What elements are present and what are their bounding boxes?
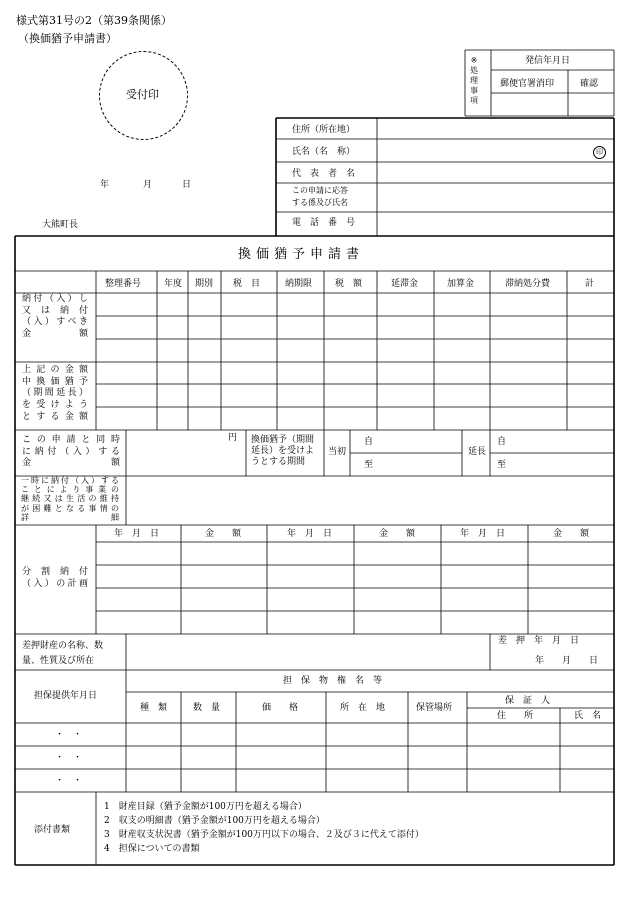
col-tax-item: 税 目 bbox=[233, 279, 261, 289]
attachment-item-4: 4 担保についての書類 bbox=[104, 844, 200, 854]
same-time-label: この申請と同時 に納付（入）する 金 額 bbox=[22, 435, 120, 469]
inst-date-header-1: 年 月 日 bbox=[114, 529, 160, 539]
installment-lines bbox=[15, 525, 614, 634]
col-late-fee: 延滞金 bbox=[391, 279, 419, 289]
date-year: 年 bbox=[100, 180, 110, 190]
collateral-date-label: 担保提供年月日 bbox=[34, 691, 98, 701]
attachment-item-3: 3 財産収支状況書（猶予金額が100万円以下の場合、２及び３に代えて添付） bbox=[104, 830, 424, 840]
collateral-date-dots-1: ・ ・ bbox=[55, 730, 83, 740]
col-deadline: 納期限 bbox=[285, 279, 313, 289]
yen-unit: 円 bbox=[228, 433, 238, 443]
attachments-label: 添付書類 bbox=[34, 825, 71, 835]
col-location: 所 在 地 bbox=[340, 703, 386, 713]
guarantor-address: 住 所 bbox=[497, 711, 534, 721]
col-kind: 種 類 bbox=[140, 703, 168, 713]
main-outer-lines bbox=[15, 236, 614, 865]
payable-amount-label: 納付（入）し 又は納付 （入）すべき 金 額 bbox=[22, 294, 88, 340]
seizure-date-value: 年 月 日 bbox=[535, 656, 599, 666]
name-label: 氏名（名 称） bbox=[292, 147, 356, 157]
form-name: （換価猶予申請書） bbox=[18, 32, 117, 45]
extension-from: 自 bbox=[497, 437, 507, 447]
phone-label: 電 話 番 号 bbox=[292, 218, 356, 228]
postmark-label: 郵便官署消印 bbox=[500, 79, 555, 89]
seizure-label: 差押財産の名称、数 量、性質及び所在 bbox=[22, 641, 104, 666]
reception-stamp-label: 受付印 bbox=[126, 88, 159, 101]
col-year: 年度 bbox=[164, 279, 183, 289]
recipient: 大熊町長 bbox=[42, 220, 79, 230]
period-label: 換価猶予（期間 延長）を受けよ うとする期間 bbox=[251, 435, 315, 467]
col-tax-amount: 税 額 bbox=[335, 279, 363, 289]
collateral-lines bbox=[15, 670, 614, 792]
inst-amount-header-3: 金 額 bbox=[553, 529, 590, 539]
guarantor-name: 氏 名 bbox=[574, 711, 602, 721]
date-month: 月 bbox=[143, 180, 153, 190]
seizure-date-label: 差 押 年 月 日 bbox=[498, 636, 580, 646]
representative-label: 代 表 者 名 bbox=[292, 169, 356, 179]
guarantor-header: 保 証 人 bbox=[505, 696, 551, 706]
col-storage: 保管場所 bbox=[416, 703, 453, 713]
installment-label: 分割納付 （入）の計画 bbox=[22, 567, 88, 589]
col-quantity: 数 量 bbox=[193, 703, 221, 713]
office-use-label: ※ 処 理 事 項 bbox=[470, 56, 478, 105]
collateral-group-header: 担 保 物 権 名 等 bbox=[283, 676, 383, 686]
extension-to: 至 bbox=[497, 460, 507, 470]
col-period: 期別 bbox=[195, 279, 214, 289]
inst-date-header-2: 年 月 日 bbox=[287, 529, 333, 539]
date-day: 日 bbox=[182, 180, 192, 190]
attachment-item-2: 2 収支の明細書（猶予金額が100万円を超える場合） bbox=[104, 816, 325, 826]
col-price: 価 格 bbox=[262, 703, 299, 713]
extension-label: 延長 bbox=[468, 447, 487, 457]
sent-date-label: 発信年月日 bbox=[525, 56, 571, 66]
inst-date-header-3: 年 月 日 bbox=[460, 529, 506, 539]
contact-label-2: する係及び氏名 bbox=[292, 198, 348, 207]
initial-to: 至 bbox=[364, 460, 374, 470]
col-disposal-fee: 滞納処分費 bbox=[505, 279, 551, 289]
form-title: 換価猶予申請書 bbox=[238, 247, 365, 262]
attachment-item-1: 1 財産目録（猶予金額が100万円を超える場合） bbox=[104, 802, 307, 812]
inst-amount-header-2: 金 額 bbox=[379, 529, 416, 539]
address-label: 住所（所在地） bbox=[292, 125, 356, 135]
same-time-lines bbox=[15, 430, 614, 476]
tax-table-lines bbox=[15, 271, 614, 430]
contact-label-1: この申請に応答 bbox=[292, 186, 348, 195]
collateral-date-dots-3: ・ ・ bbox=[55, 776, 83, 786]
office-box-lines bbox=[465, 50, 614, 116]
seizure-lines bbox=[15, 634, 614, 670]
hardship-label: 一時に納付（入）する ことにより事業の 継続又は生活の維持 が困難となる事情の 詳 細 bbox=[21, 476, 119, 522]
deferral-amount-label: 上記の金額 中換価猶予 （期間延長） を受けよう とする金額 bbox=[22, 365, 88, 422]
inst-amount-header-1: 金 額 bbox=[205, 529, 242, 539]
col-ref-no: 整理番号 bbox=[105, 279, 142, 289]
confirm-label: 確認 bbox=[580, 79, 599, 89]
applicant-box-lines bbox=[276, 118, 614, 236]
collateral-date-dots-2: ・ ・ bbox=[55, 753, 83, 763]
initial-label: 当初 bbox=[328, 447, 347, 457]
seal-mark: 印 bbox=[593, 146, 606, 159]
form-number: 様式第31号の2（第39条関係） bbox=[16, 14, 172, 27]
col-surcharge: 加算金 bbox=[447, 279, 475, 289]
col-total: 計 bbox=[585, 279, 595, 289]
hardship-lines bbox=[15, 476, 614, 525]
initial-from: 自 bbox=[364, 437, 374, 447]
